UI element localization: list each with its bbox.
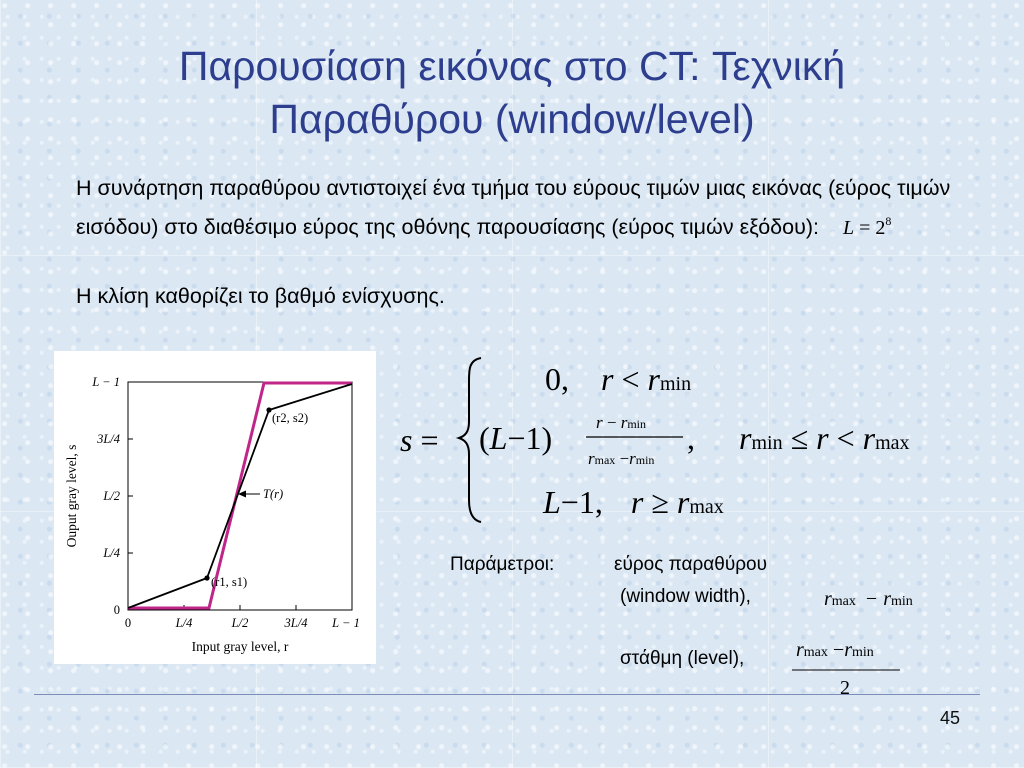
- slide-title: [40, 40, 984, 146]
- body-paragraph-2: Η κλίση καθορίζει το βαθμό ενίσχυσης.: [76, 284, 445, 308]
- window-width-label: εύρος παραθύρου: [614, 554, 768, 575]
- inline-equation-exponent: 8: [885, 214, 892, 228]
- inline-equation: [842, 214, 892, 239]
- level-denominator: 2: [840, 677, 850, 699]
- transfer-function-plot: [54, 351, 376, 664]
- left-brace: [459, 358, 481, 522]
- point-r1-s1: [204, 575, 209, 580]
- point-r2-s2: [266, 407, 271, 412]
- x-tick-label-3: 3L/4: [284, 616, 308, 630]
- body-paragraph-1-text: Η συνάρτηση παραθύρου αντιστοιχεί ένα τμήμα του εύρους τιμών μιας εικόνας (εύρος τιμών εισόδου) στο διαθέσιμο εύρος της οθόνης παρουσίασης (εύρος τιμών εξόδου):: [76, 176, 951, 239]
- y-tick-label-4: L − 1: [92, 375, 120, 389]
- slide-title-line-2: Παραθύρου (window/level): [269, 96, 755, 142]
- case-2-numerator: r − rmin: [596, 413, 647, 432]
- inline-equation-lhs: L: [842, 217, 855, 239]
- case-2-factor: (L−1): [479, 420, 553, 456]
- y-tick-label-2: L/2: [103, 489, 120, 503]
- transfer-function-figure: [54, 351, 376, 664]
- window-width-formula: [822, 580, 942, 620]
- point-2-label: (r2, s2): [272, 411, 309, 425]
- x-axis-label: Input gray level, r: [191, 639, 289, 654]
- body-paragraph-1: [76, 172, 976, 245]
- y-tick-label-0: 0: [113, 603, 120, 617]
- point-1-label: (r1, s1): [211, 575, 248, 589]
- case-2-condition: rmin ≤ r < rmax: [739, 420, 910, 456]
- level-label: στάθμη (level),: [620, 648, 745, 669]
- footer-separator: [34, 694, 980, 695]
- y-tick-label-1: L/4: [103, 546, 120, 560]
- case-2-comma: ,: [687, 420, 695, 456]
- piecewise-formula: [395, 350, 965, 530]
- case-2-denominator: rmax −rmin: [588, 449, 655, 468]
- svg-text:rmax −rmin: rmax −rmin: [796, 639, 874, 661]
- y-axis-label: Ouput gray level, s: [64, 444, 79, 548]
- piecewise-formula-svg: [395, 350, 965, 530]
- inline-equation-operator: =: [854, 217, 876, 239]
- x-tick-label-0: 0: [124, 616, 132, 630]
- x-tick-label-2: L/2: [231, 616, 249, 630]
- y-tick-label-3: 3L/4: [97, 432, 120, 446]
- slide-title-line-1: Παρουσίαση εικόνας στο CT: Τεχνική: [178, 43, 846, 89]
- case-3: L−1, r ≥ rmax: [543, 484, 724, 520]
- curve-label: T(r): [263, 487, 284, 501]
- x-tick-label-1: L/4: [175, 616, 193, 630]
- svg-text:rmax−rmin: rmax − rmin: [824, 588, 913, 610]
- page-number: 45: [939, 708, 960, 728]
- case-1: 0, r < rmin: [545, 361, 692, 397]
- window-width-sublabel: (window width),: [620, 586, 751, 607]
- inline-equation-base: 2: [875, 217, 886, 239]
- parameters-heading: Παράμετροι:: [450, 554, 555, 575]
- formula-lhs: s =: [400, 422, 439, 458]
- x-tick-label-4: L − 1: [332, 616, 360, 630]
- parameters-block: [450, 548, 970, 708]
